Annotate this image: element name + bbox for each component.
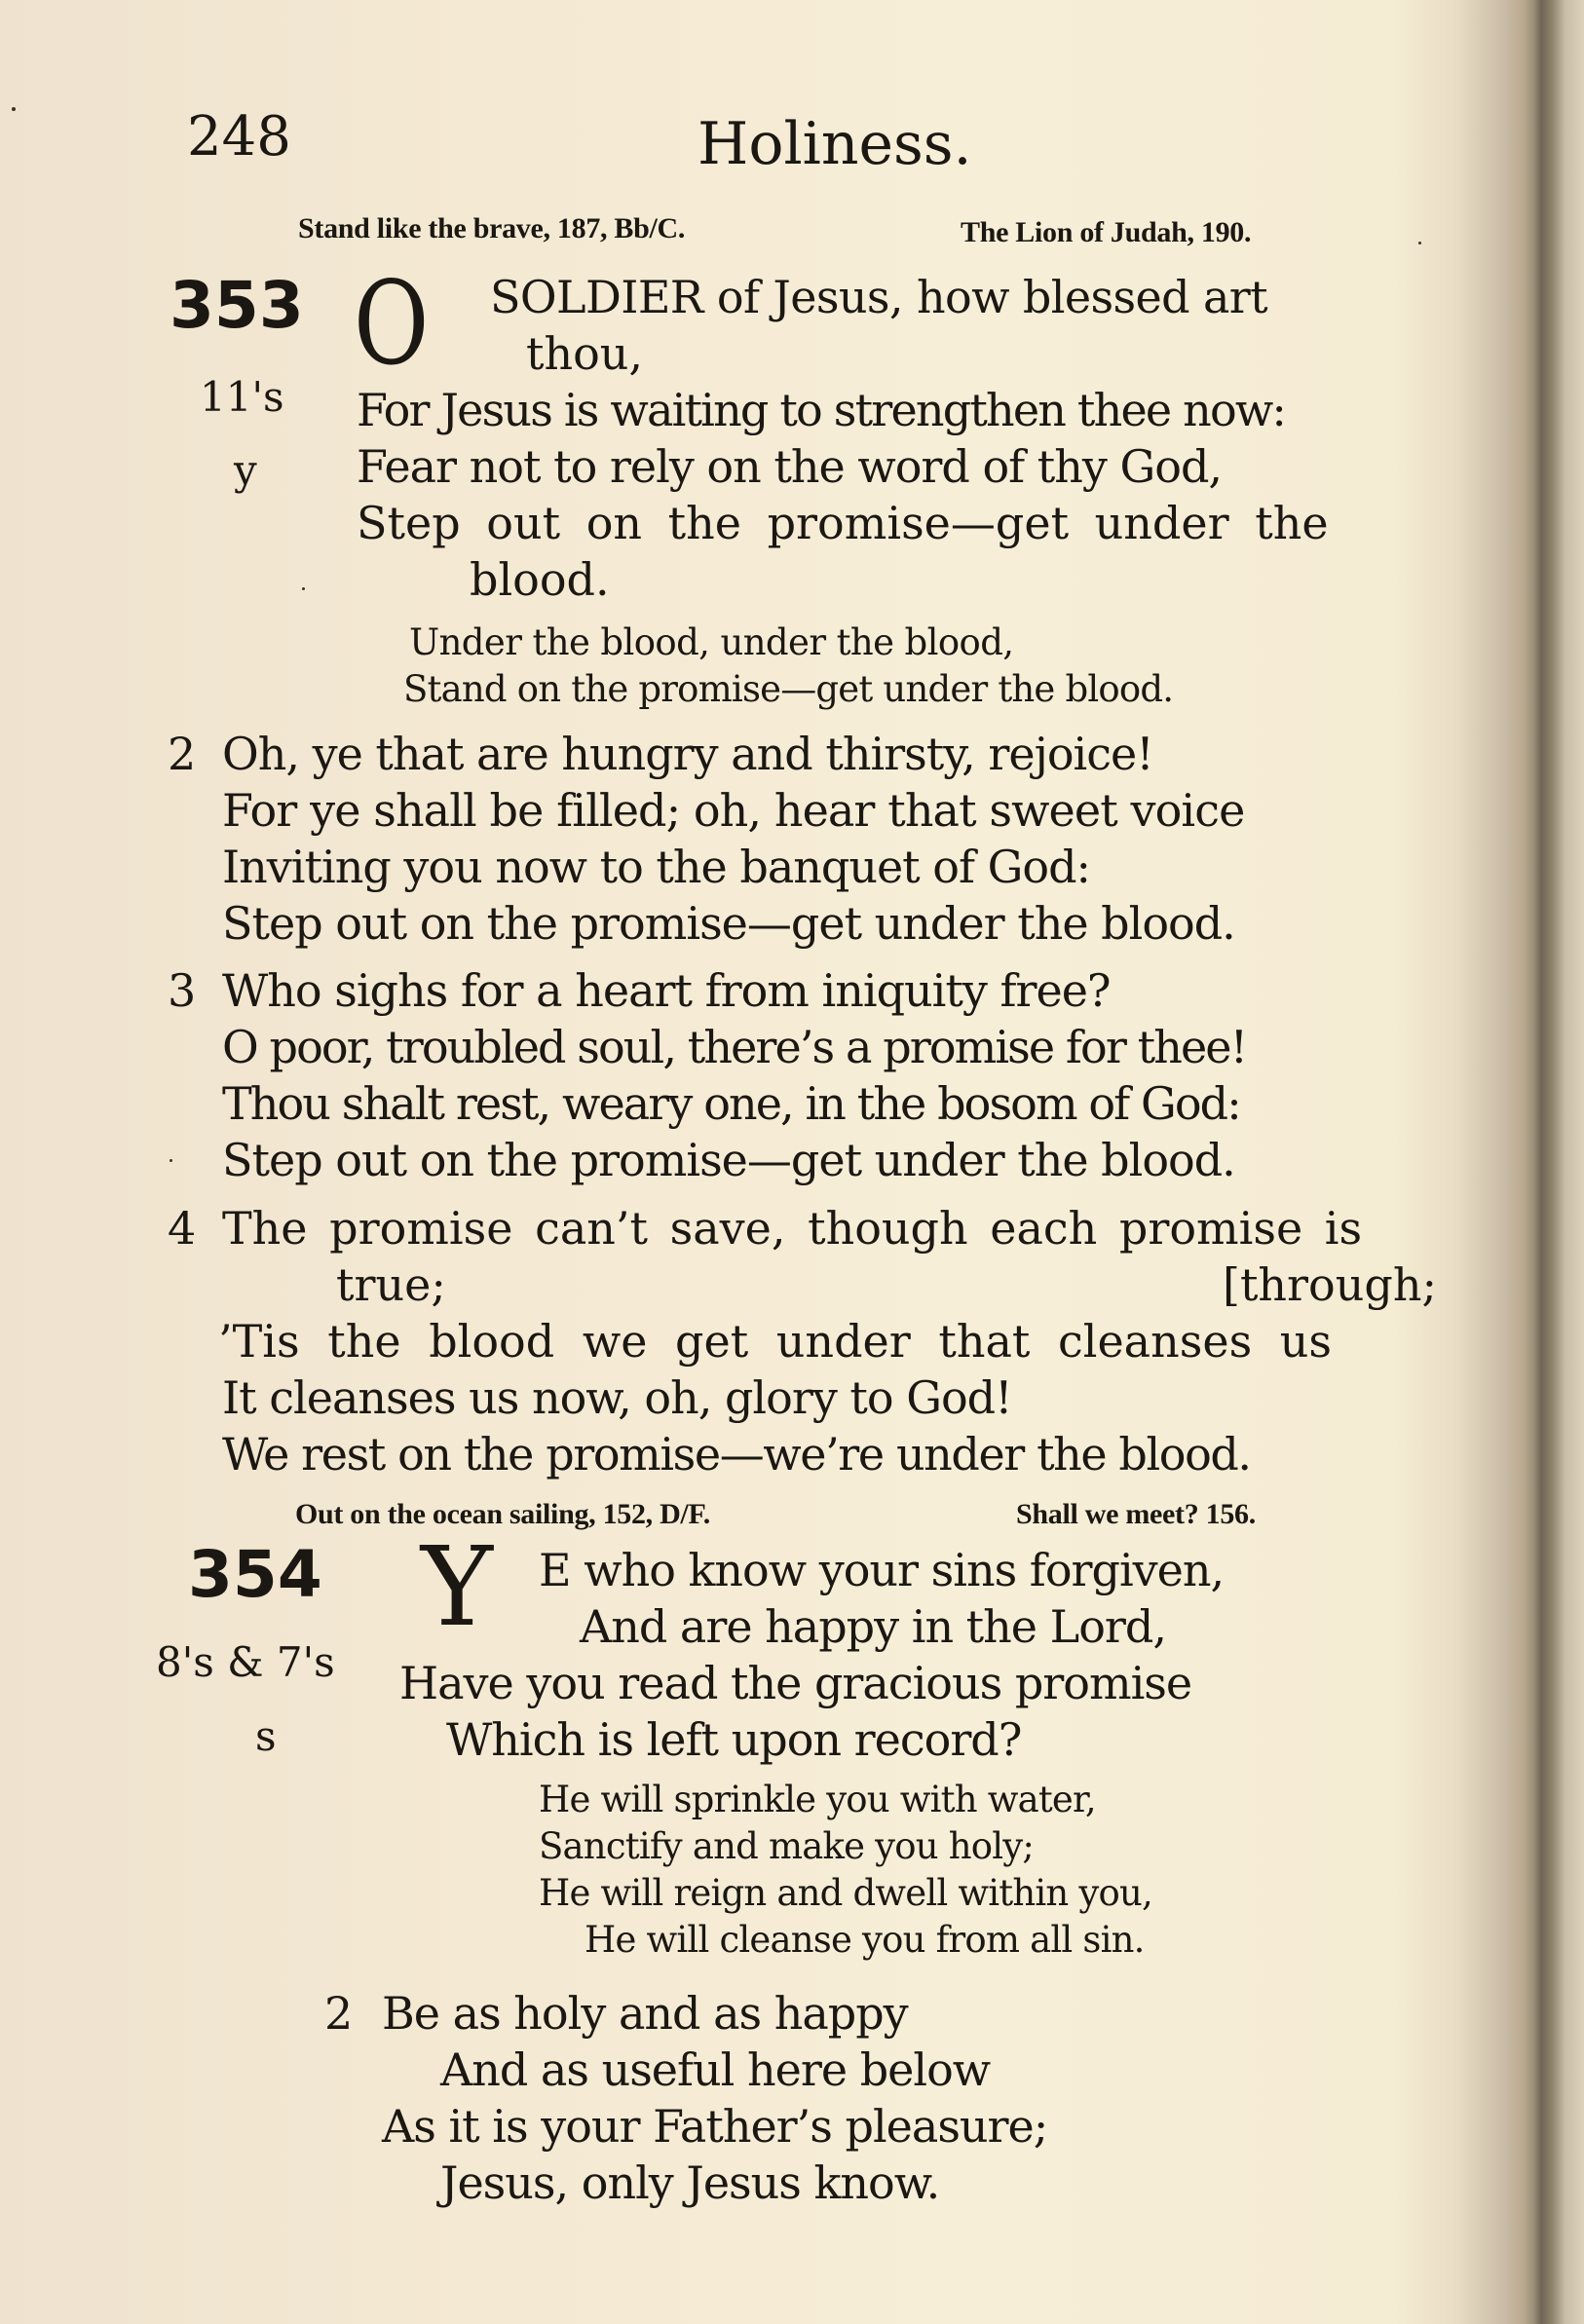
verse-line: true; — [336, 1258, 446, 1311]
verse-line: The promise can’t save, though each promise is — [222, 1202, 1363, 1255]
chorus-line: Sanctify and make you holy; — [539, 1825, 1035, 1867]
verse-line: Oh, ye that are hungry and thirsty, rejoice! — [222, 728, 1153, 780]
verse-line: It cleanses us now, oh, glory to God! — [222, 1371, 1012, 1424]
verse-line: blood. — [470, 553, 610, 606]
verse-line: O poor, troubled soul, there’s a promise for thee! — [222, 1021, 1247, 1073]
drop-cap: O — [354, 256, 430, 391]
verse-line: For ye shall be filled; oh, hear that sweet voice — [222, 784, 1245, 837]
section-title: Holiness. — [698, 110, 972, 178]
chorus-line: He will sprinkle you with water, — [539, 1779, 1096, 1820]
verse-line: Fear not to rely on the word of thy God, — [357, 440, 1223, 493]
verse-line: For Jesus is waiting to strengthen thee now: — [357, 384, 1286, 436]
hymn-meter: 8's & 7's — [156, 1638, 335, 1686]
verse-line: thou, — [526, 327, 644, 380]
verse-line: Inviting you now to the banquet of God: — [222, 841, 1091, 893]
verse-line-continuation: [through; — [1223, 1258, 1437, 1311]
paper-speck — [1418, 242, 1421, 244]
verse-line: ’Tis the blood we get under that cleanses us — [218, 1315, 1333, 1368]
verse-line: Have you read the gracious promise — [399, 1657, 1192, 1709]
hymn-number: 353 — [170, 268, 304, 343]
verse-line: Who sighs for a heart from iniquity free? — [222, 964, 1111, 1017]
hymn-meter: 11's — [200, 373, 284, 421]
verse-line: We rest on the promise—we’re under the blood. — [222, 1428, 1251, 1481]
tune-reference: Stand like the brave, 187, Bb/C. — [298, 212, 686, 244]
paper-speck — [12, 107, 16, 111]
tune-reference: The Lion of Judah, 190. — [961, 216, 1252, 248]
verse-line: SOLDIER of Jesus, how blessed art — [490, 271, 1268, 323]
verse-line: As it is your Father’s pleasure; — [382, 2100, 1048, 2153]
tune-reference: Out on the ocean sailing, 152, D/F. — [295, 1498, 710, 1530]
paper-speck — [302, 587, 305, 590]
verse-number: 2 — [168, 728, 197, 780]
verse-number: 3 — [168, 964, 197, 1017]
verse-line: And are happy in the Lord, — [580, 1600, 1166, 1653]
verse-number: 4 — [168, 1202, 197, 1255]
verse-line: Step out on the promise—get under the blood. — [222, 1134, 1235, 1186]
chorus-line: He will cleanse you from all sin. — [585, 1919, 1145, 1961]
meter-mark: s — [255, 1712, 277, 1760]
tune-reference: Shall we meet? 156. — [1016, 1498, 1256, 1530]
verse-line: Thou shalt rest, weary one, in the bosom of God: — [222, 1077, 1240, 1130]
verse-line: Which is left upon record? — [446, 1713, 1022, 1766]
verse-line: Step out on the promise—get under the — [357, 497, 1329, 549]
page-number: 248 — [187, 105, 291, 169]
verse-line: And as useful here below — [440, 2043, 991, 2096]
chorus-line: Stand on the promise—get under the blood. — [403, 668, 1174, 710]
drop-cap: Y — [421, 1524, 493, 1651]
verse-number: 2 — [324, 1987, 354, 2040]
meter-mark: y — [234, 446, 257, 494]
verse-line: E who know your sins forgiven, — [539, 1544, 1225, 1596]
chorus-line: Under the blood, under the blood, — [409, 621, 1014, 663]
paper-speck — [170, 1159, 172, 1162]
verse-line: Jesus, only Jesus know. — [440, 2156, 940, 2209]
verse-line: Step out on the promise—get under the blood. — [222, 897, 1235, 950]
chorus-line: He will reign and dwell within you, — [539, 1872, 1152, 1914]
verse-line: Be as holy and as happy — [382, 1987, 908, 2040]
hymn-number: 354 — [188, 1537, 322, 1612]
